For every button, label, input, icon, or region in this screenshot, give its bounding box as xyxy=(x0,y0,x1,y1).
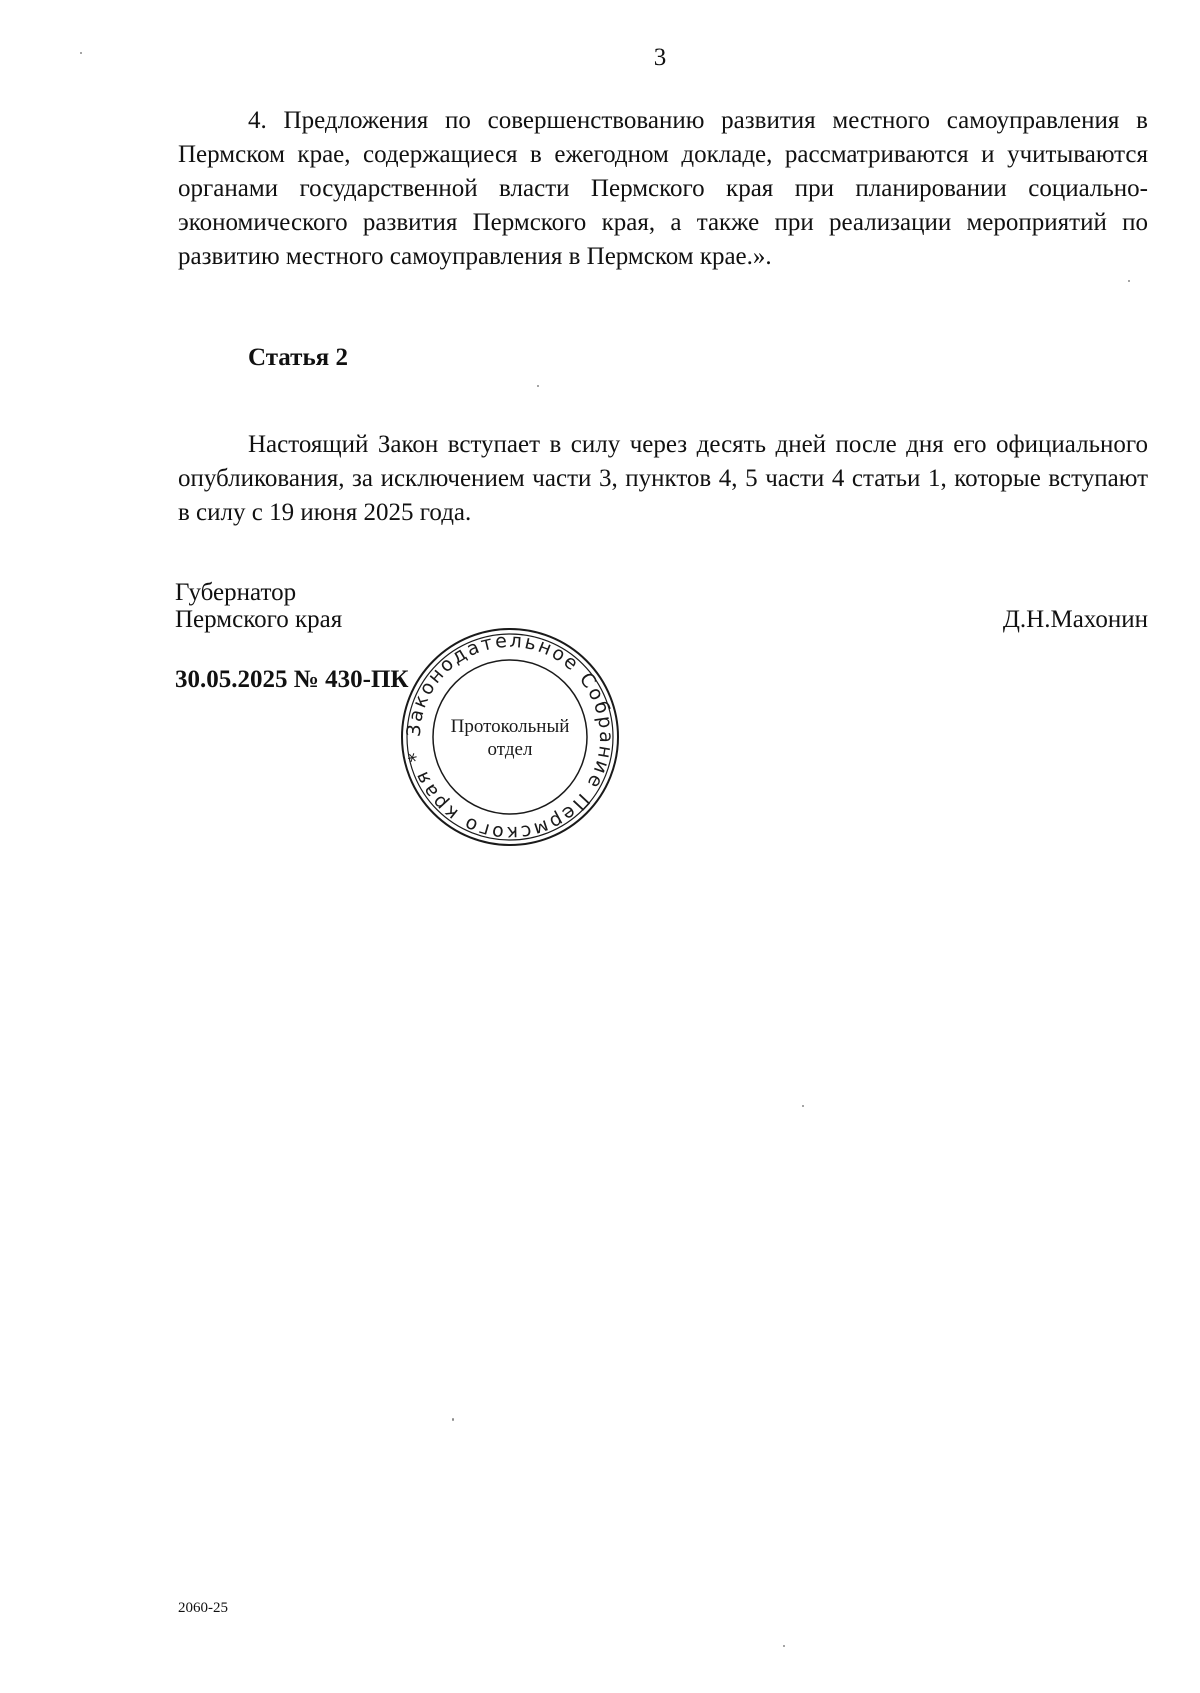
seal-outer-text: Законодательное Собрание Пермского края * xyxy=(402,629,618,845)
document-code: 2060-25 xyxy=(178,1600,228,1616)
signature-title xyxy=(175,579,342,633)
seal-inner-line-1: Протокольный xyxy=(450,716,570,737)
article-heading: Статья 2 xyxy=(248,344,348,371)
seal-inner-line-2: отдел xyxy=(487,739,533,760)
signature-title-line-1: Губернатор xyxy=(175,579,297,606)
scan-speck xyxy=(452,1418,454,1421)
page-number: 3 xyxy=(653,44,667,71)
paragraph-4: 4. Предложения по совершенствованию развития местного самоуправления в Пермском крае, содержащиеся в ежегодном докладе, рассматриваются и учитываются органами государственной власти Пермского края при планировании социально-экономического развития Пермского края, а также при реализации мероприятий по развитию местного самоуправления в Пермском крае.». xyxy=(178,107,1148,270)
signatory-name: Д.Н.Махонин xyxy=(1002,606,1148,633)
law-date-number: 30.05.2025 № 430-ПК xyxy=(175,666,409,693)
scan-speck xyxy=(783,1645,785,1647)
signature-title-line-2: Пермского края xyxy=(175,606,343,633)
article-2-text: Настоящий Закон вступает в силу через десять дней после дня его официального опубликования, за исключением части 3, пунктов 4, 5 части 4 статьи 1, которые вступают в силу с 19 июня 2025 года. xyxy=(178,431,1148,526)
scan-speck xyxy=(802,1105,804,1107)
scan-speck xyxy=(1128,280,1130,282)
scan-speck xyxy=(537,385,539,387)
official-seal xyxy=(398,625,622,849)
scan-speck xyxy=(80,52,82,54)
